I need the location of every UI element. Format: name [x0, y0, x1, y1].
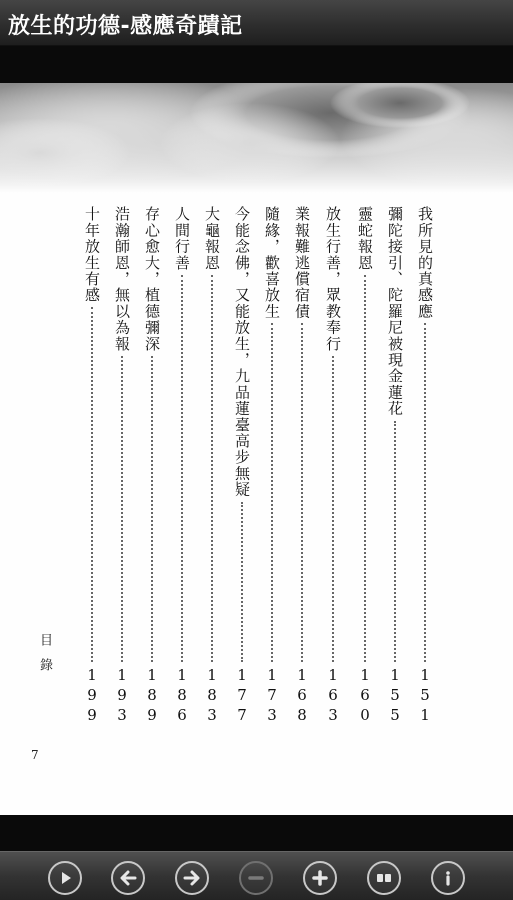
toc-entry[interactable]	[232, 206, 252, 726]
play-icon	[54, 867, 76, 889]
toc-dotted-leader	[364, 275, 366, 662]
toc-dotted-leader	[151, 356, 153, 662]
toc-entry-page: 151	[416, 666, 434, 726]
toc-entry[interactable]	[262, 206, 282, 726]
toc-entry[interactable]	[202, 206, 222, 726]
toc-entry-page: 199	[83, 666, 101, 726]
toc-entry[interactable]	[292, 206, 312, 726]
previous-page-button[interactable]	[111, 861, 145, 895]
page-number: 7	[31, 748, 39, 762]
toc-entry-title: 我所見的真感應	[416, 206, 434, 320]
section-label: 目錄	[37, 633, 52, 683]
toc-entry-page: 186	[173, 666, 191, 726]
page-view-button[interactable]	[367, 861, 401, 895]
toc-entry[interactable]	[323, 206, 343, 726]
toc-entry-title: 浩瀚師恩，無以為報	[113, 206, 131, 352]
toc-entry-title: 大龜報恩	[203, 206, 221, 271]
bottom-dark-band	[0, 815, 513, 851]
title-bar	[0, 0, 513, 46]
toc-entry-page: 168	[293, 666, 311, 726]
toc-entry[interactable]	[112, 206, 132, 726]
toc-entry-page: 193	[113, 666, 131, 726]
toc-entry-title: 隨緣，歡喜放生	[263, 206, 281, 320]
plus-icon	[309, 867, 331, 889]
info-icon	[437, 867, 459, 889]
minus-icon	[245, 867, 267, 889]
toc-dotted-leader	[121, 356, 123, 662]
toc-entry-page: 163	[324, 666, 342, 726]
toc-entry-page: 177	[233, 666, 251, 726]
zoom-in-button[interactable]	[303, 861, 337, 895]
toc-entry-title: 彌陀接引、陀羅尼被現金蓮花	[386, 206, 404, 417]
toc-entry-page: 183	[203, 666, 221, 726]
toc-entry[interactable]	[142, 206, 162, 726]
toc-dotted-leader	[181, 275, 183, 662]
toc-entry-title: 靈蛇報恩	[356, 206, 374, 271]
info-button[interactable]	[431, 861, 465, 895]
arrow-right-icon	[181, 867, 203, 889]
cloud-illustration	[0, 83, 513, 193]
toc-entry[interactable]	[82, 206, 102, 726]
toc-dotted-leader	[211, 275, 213, 662]
toc-entry-title: 今能念佛，又能放生，九品蓮臺高步無疑	[233, 206, 251, 498]
toc-entry-page: 189	[143, 666, 161, 726]
book-page[interactable]	[0, 83, 513, 815]
play-button[interactable]	[48, 861, 82, 895]
toc-entry[interactable]	[355, 206, 375, 726]
toc-entry-title: 放生行善，眾教奉行	[324, 206, 342, 352]
toc-entry-page: 155	[386, 666, 404, 726]
toc-dotted-leader	[241, 502, 243, 662]
reader-toolbar	[0, 851, 513, 900]
toc-dotted-leader	[271, 323, 273, 662]
toc-dotted-leader	[332, 356, 334, 662]
toc-dotted-leader	[394, 421, 396, 662]
toc-entry-title: 十年放生有感	[83, 206, 101, 304]
arrow-left-icon	[117, 867, 139, 889]
toc-entry-title: 存心愈大，植德彌深	[143, 206, 161, 352]
toc-entry-page: 173	[263, 666, 281, 726]
toc-entry[interactable]	[385, 206, 405, 726]
toc-entry[interactable]	[415, 206, 435, 726]
toc-entry-page: 160	[356, 666, 374, 726]
toc-entry-title: 人間行善	[173, 206, 191, 271]
top-dark-band	[0, 46, 513, 83]
toc-dotted-leader	[301, 323, 303, 662]
app-title: 放生的功德-感應奇蹟記	[8, 14, 243, 39]
toc-dotted-leader	[424, 323, 426, 662]
double-page-icon	[373, 867, 395, 889]
zoom-out-button[interactable]	[239, 861, 273, 895]
toc-entry-title: 業報難逃償宿債	[293, 206, 311, 320]
next-page-button[interactable]	[175, 861, 209, 895]
toc-dotted-leader	[91, 307, 93, 662]
toc-entry[interactable]	[172, 206, 192, 726]
